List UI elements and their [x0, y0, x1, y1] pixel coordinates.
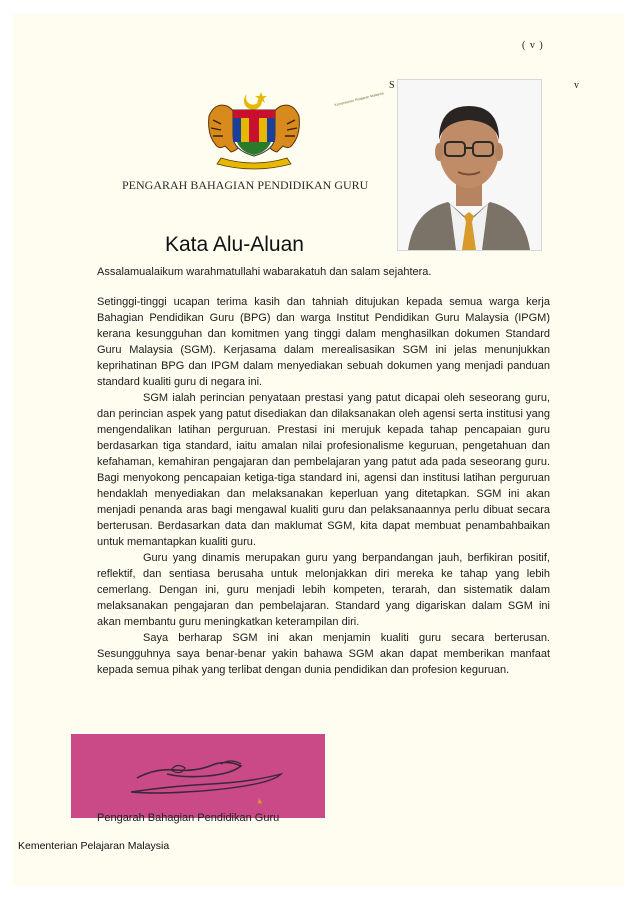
letter-heading: Kata Alu-Aluan — [165, 233, 304, 256]
handwritten-signature — [71, 734, 325, 818]
letter-paragraph: SGM ialah perincian penyataan prestasi yang patut dicapai oleh seseorang guru, dan perincian aspek yang patut disediakan dan dilaksanakan oleh agensi serta institusi yang mengendalikan latihan perguruan. Prestasi ini merujuk kepada tahap pencapaian guru berdasarkan tiga standard, iaitu amalan nilai profesionalisme keguruan, pengetahuan dan kefahaman, kemahiran pengajaran dan pembelajaran yang patut ada pada seseorang guru. Bagi menyokong pencapaian ketiga-tiga standard ini, agensi dan institusi latihan perguruan hendaklah menyediakan dan melaksanakan keperluan yang ditetapkan. SGM ini akan menjadi penanda aras bagi mengawal kualiti guru dan pelaksanaannya perlu dibuat secara berterusan. Berdasarkan data dan maklumat SGM, kita dapat membuat penambahbaikan untuk memantapkan kualiti guru. — [97, 392, 550, 548]
letter-greeting: Assalamualaikum warahmatullahi wabarakatuh dan salam sejahtera. — [97, 266, 432, 278]
crest-small-text: Kementerian Pelajaran Malaysia — [334, 91, 385, 108]
letter-paragraph: Guru yang dinamis merupakan guru yang berpandangan jauh, berfikiran positif, reflektif, dan sentiasa berusaha untuk melonjakkan diri mereka ke tahap yang lebih cemerlang. Dengan ini, guru menjadi lebih kompeten, terarah, dan sistematik dalam melaksanakan pengajaran dan pembelajaran. Standard yang digariskan dalam SGM ini akan membantu guru meningkatkan keterampilan diri. — [97, 552, 550, 628]
footer-ministry: Kementerian Pelajaran Malaysia — [18, 840, 170, 852]
page-number: ( v ) — [522, 40, 544, 51]
malaysia-coat-of-arms-icon — [195, 86, 313, 170]
agency-name: PENGARAH BAHAGIAN PENDIDIKAN GURU — [122, 178, 369, 192]
letter-paragraph: Setinggi-tinggi ucapan terima kasih dan tahniah ditujukan kepada semua warga kerja Bahagian Pendidikan Guru (BPG) dan warga Institut Pendidikan Guru Malaysia (IPGM) kerana kesungguhan dan komitmen yang tinggi dalam menghasilkan dokumen Standard Guru Malaysia (SGM). Kerjasama dalam merealisasikan SGM ini jelas menunjukkan keprihatinan BPG dan IPGM dalam menyediakan sebuah dokumen yang menjadi panduan standard kualiti guru di negara ini. — [97, 296, 550, 388]
letter-paragraph: Saya berharap SGM ini akan menjamin kualiti guru secara berterusan. Sesungguhnya saya benar-benar yakin bahawa SGM akan dapat memberikan manfaat kepada semua pihak yang terlibat dengan dunia pendidikan dan profesion keguruan. — [97, 632, 550, 676]
header-fragment-right: v — [574, 80, 579, 91]
letter-body — [97, 264, 550, 678]
portrait-photo — [397, 79, 542, 251]
header-fragment-left: S — [389, 80, 395, 91]
signatory-title: Pengarah Bahagian Pendidikan Guru — [97, 812, 280, 824]
